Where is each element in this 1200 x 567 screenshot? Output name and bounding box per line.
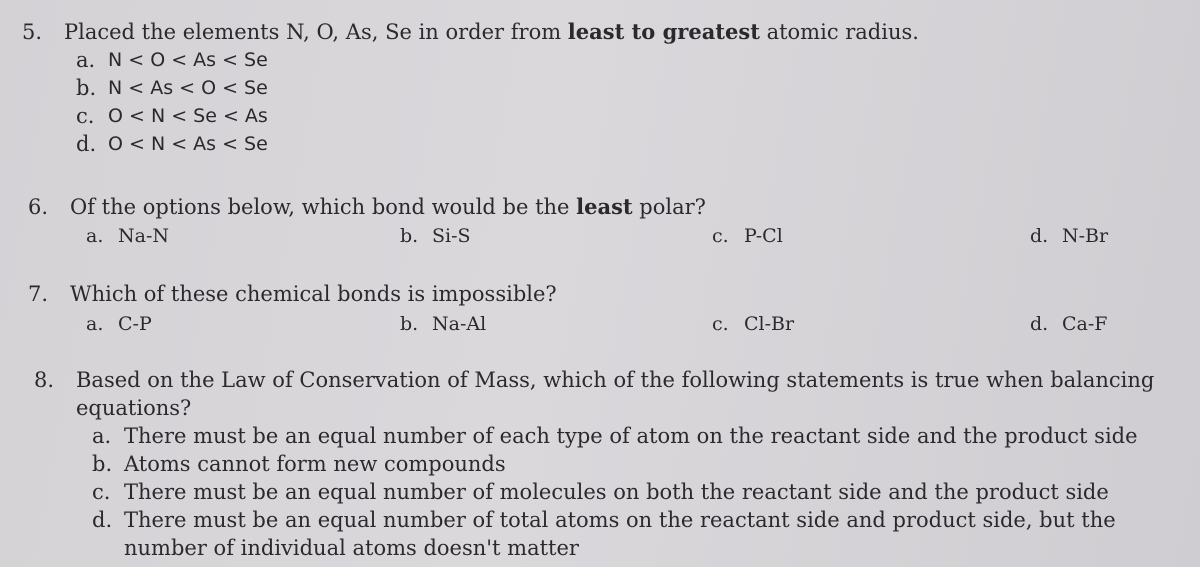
question-7-option-d[interactable]: d. Ca-F (1030, 313, 1108, 335)
question-6-option-a[interactable]: a. Na-N (86, 225, 169, 247)
question-6 (28, 193, 1178, 221)
question-6-number: 6. (28, 195, 49, 219)
question-5-number: 5. (22, 20, 43, 44)
question-5-option-d[interactable]: d. O < N < As < Se (76, 132, 268, 156)
question-5 (22, 18, 1172, 158)
question-6-stem (28, 193, 1178, 221)
question-7-option-c[interactable]: c. Cl-Br (712, 313, 795, 335)
question-7-number: 7. (28, 282, 49, 306)
question-8-option-d[interactable]: d. There must be an equal number of total atoms on the reactant side and product side, but the number of individual atoms doesn't matter (92, 508, 1116, 560)
question-8-text: Based on the Law of Conservation of Mass, which of the following statements is true when balancing equations? (76, 368, 1155, 420)
question-5-stem (22, 18, 1172, 46)
question-8-stem (34, 366, 1164, 422)
question-7-option-a[interactable]: a. C-P (86, 313, 152, 335)
question-6-option-d[interactable]: d. N-Br (1030, 225, 1109, 247)
question-7-text: Which of these chemical bonds is impossible? (70, 282, 557, 306)
question-6-option-b[interactable]: b. Si-S (400, 225, 471, 247)
question-5-option-a[interactable]: a. N < O < As < Se (76, 48, 268, 72)
question-8-number: 8. (34, 368, 55, 392)
question-8-options (34, 422, 1164, 562)
question-8-option-c[interactable]: c. There must be an equal number of molecules on both the reactant side and the product side (92, 480, 1109, 504)
question-8-option-b[interactable]: b. Atoms cannot form new compounds (92, 452, 506, 476)
question-8 (34, 366, 1164, 562)
question-5-option-b[interactable]: b. N < As < O < Se (76, 76, 268, 100)
question-6-option-c[interactable]: c. P-Cl (712, 225, 783, 247)
question-7-stem (28, 280, 1178, 308)
question-7-option-b[interactable]: b. Na-Al (400, 313, 487, 335)
question-8-option-a[interactable]: a. There must be an equal number of each type of atom on the reactant side and the product side (92, 424, 1138, 448)
question-6-text: Of the options below, which bond would be the least polar? (70, 194, 706, 219)
question-7 (28, 280, 1178, 308)
question-5-options (22, 46, 1172, 158)
question-5-text: Placed the elements N, O, As, Se in order from least to greatest atomic radius. (64, 19, 919, 44)
question-5-option-c[interactable]: c. O < N < Se < As (76, 104, 268, 128)
